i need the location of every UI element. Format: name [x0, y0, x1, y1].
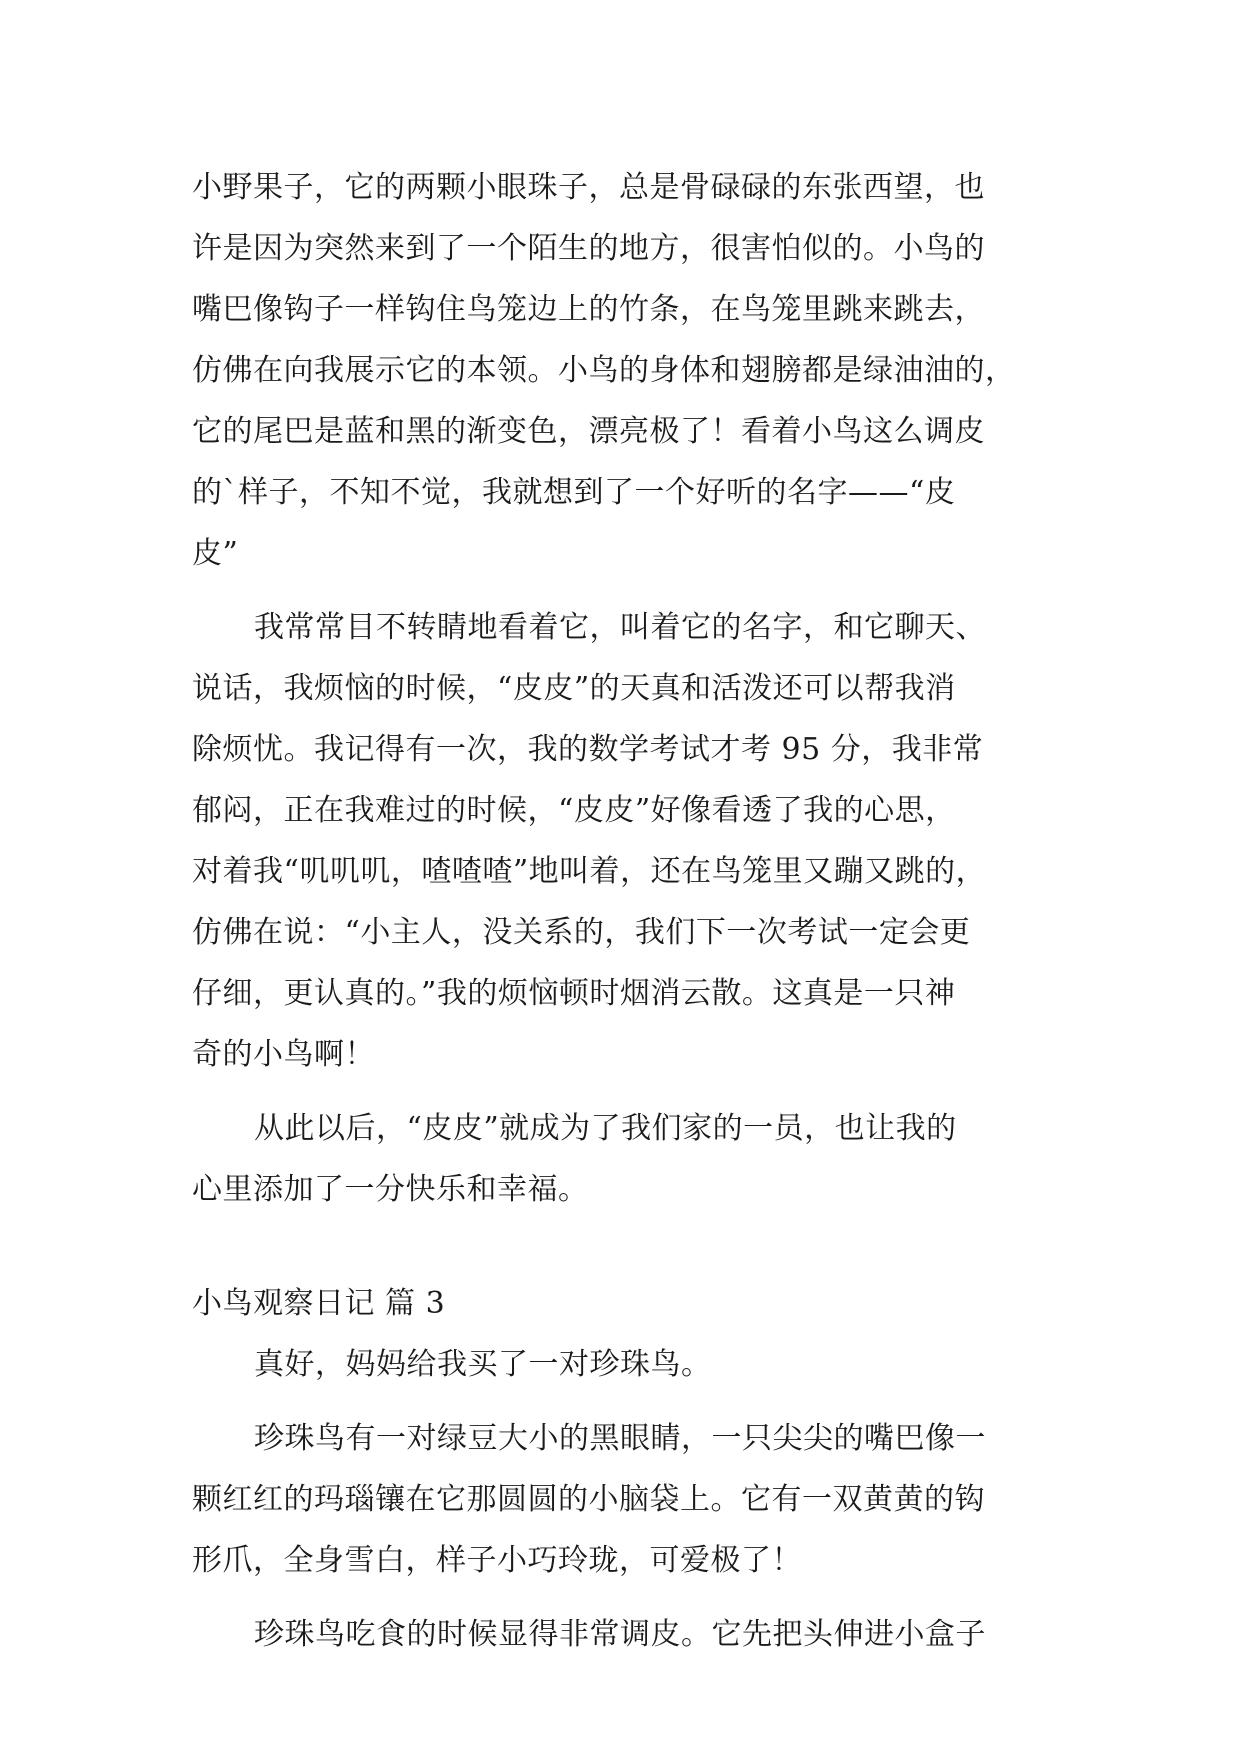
paragraph-line: 小野果子，它的两颗小眼珠子，总是骨碌碌的东张西望，也 — [192, 170, 985, 205]
paragraph-line: 的`样子，不知不觉，我就想到了一个好听的名字——“皮 — [192, 475, 956, 510]
paragraph-line: 郁闷，正在我难过的时候，“皮皮”好像看透了我的心思， — [192, 793, 956, 828]
paragraph-line: 仿佛在向我展示它的本领。小鸟的身体和翅膀都是绿油油的， — [192, 353, 1016, 388]
paragraph-line: 嘴巴像钩子一样钩住鸟笼边上的竹条，在鸟笼里跳来跳去， — [192, 292, 985, 327]
paragraph-line: 除烦忧。我记得有一次，我的数学考试才考 95 分，我非常 — [192, 732, 984, 767]
paragraph-line: 真好，妈妈给我买了一对珍珠鸟。 — [254, 1347, 712, 1382]
paragraph-line: 仔细，更认真的。”我的烦恼顿时烟消云散。这真是一只神 — [192, 976, 956, 1011]
section-heading: 小鸟观察日记 篇 3 — [192, 1286, 446, 1321]
paragraph-line: 它的尾巴是蓝和黑的渐变色，漂亮极了！看着小鸟这么调皮 — [192, 414, 985, 449]
paragraph-line: 对着我“叽叽叽，喳喳喳”地叫着，还在鸟笼里又蹦又跳的， — [192, 854, 987, 889]
paragraph-line: 仿佛在说：“小主人，没关系的，我们下一次考试一定会更 — [192, 915, 971, 950]
paragraph-line: 形爪，全身雪白，样子小巧玲珑，可爱极了！ — [192, 1543, 802, 1578]
paragraph-line: 心里添加了一分快乐和幸福。 — [192, 1172, 589, 1207]
paragraph-line: 从此以后，“皮皮”就成为了我们家的一员，也让我的 — [254, 1111, 957, 1146]
paragraph-line: 皮” — [192, 536, 239, 571]
paragraph-line: 许是因为突然来到了一个陌生的地方，很害怕似的。小鸟的 — [192, 231, 985, 266]
paragraph-line: 奇的小鸟啊！ — [192, 1037, 375, 1072]
paragraph-line: 珍珠鸟有一对绿豆大小的黑眼睛，一只尖尖的嘴巴像一 — [254, 1421, 986, 1456]
paragraph-line: 我常常目不转睛地看着它，叫着它的名字，和它聊天、 — [254, 610, 986, 645]
paragraph-line: 珍珠鸟吃食的时候显得非常调皮。它先把头伸进小盒子 — [254, 1617, 986, 1652]
paragraph-line: 颗红红的玛瑙镶在它那圆圆的小脑袋上。它有一双黄黄的钩 — [192, 1482, 985, 1517]
paragraph-line: 说话，我烦恼的时候，“皮皮”的天真和活泼还可以帮我消 — [192, 671, 956, 706]
